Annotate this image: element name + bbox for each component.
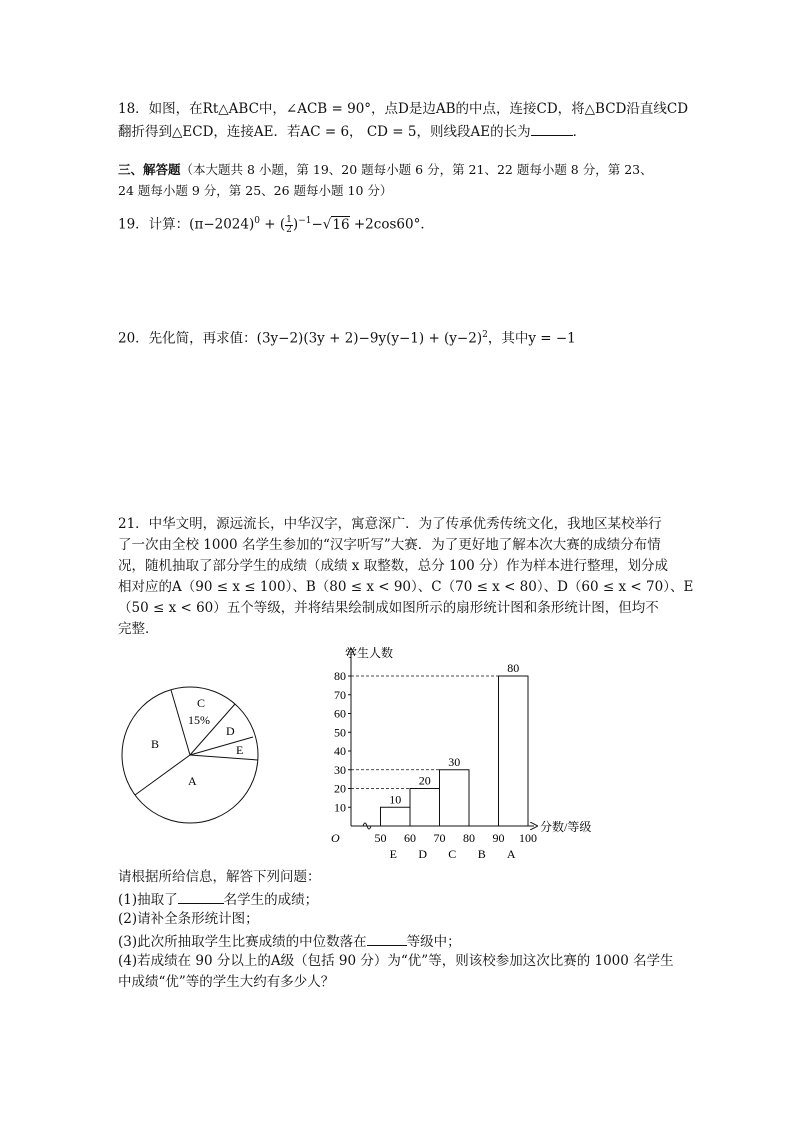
q21-line4: 相对应的A（90 ≤ x ≤ 100）、B（80 ≤ x < 90）、C（70 ≤ x < 80）、D（60 ≤ x < 70）、E <box>118 579 694 595</box>
q19-prefix: 19．计算：(π−2024) <box>118 216 255 233</box>
y-tick-label: 80 <box>334 669 346 683</box>
section3-header-line1 <box>118 161 653 179</box>
bar-E <box>381 807 411 826</box>
pie-label-a: A <box>188 774 197 788</box>
grade-label: C <box>448 847 457 861</box>
q19-close: ) <box>292 216 299 233</box>
x-tick-label: 80 <box>463 831 475 845</box>
q19-frac-den: 2 <box>286 224 292 235</box>
q21-sub1-text: (1)抽取了 <box>118 892 178 908</box>
section3-desc2: 24 题每小题 9 分，第 25、26 题每小题 10 分） <box>118 183 393 198</box>
q18-line1: 18．如图，在Rt△ABC中，∠ACB = 90°，点D是边AB的中点，连接CD，将△BCD沿直线CD <box>118 101 689 117</box>
q18-line2-end: ． <box>572 124 587 140</box>
bar-label-E: 10 <box>389 792 402 807</box>
q20-text: 20．先化简，再求值：(3y−2)(3y + 2)−9y(y−1) + (y−2) <box>118 330 483 347</box>
x-tick-label: 90 <box>492 831 505 845</box>
q20-exp: 2 <box>482 330 488 340</box>
q19-frac-num: 1 <box>286 214 292 225</box>
grade-label: D <box>418 847 428 861</box>
q19-rest: +2cos60°． <box>349 216 434 233</box>
section3-desc1: （本大题共 8 小题，第 19、20 题每小题 6 分，第 21、22 题每小题 8 分，第 23、 <box>180 162 653 177</box>
pie-divider-de <box>190 737 253 755</box>
y-tick-label: 70 <box>334 687 346 702</box>
bar-chart <box>320 640 620 862</box>
q21-sub3-blank[interactable] <box>367 931 407 946</box>
section3-title: 三、解答题 <box>118 162 181 177</box>
bar-label-A: 80 <box>507 661 520 675</box>
q19-exp0: 0 <box>254 216 260 226</box>
bar-C <box>440 770 470 826</box>
q21-line3: 况，随机抽取了部分学生的成绩（成绩 x 取整数，总分 100 分）作为样本进行整理，划分成 <box>118 558 669 574</box>
x-tick-label: 70 <box>433 831 446 845</box>
q20-tail: ，其中y = −1 <box>487 330 576 347</box>
q21-line1: 21．中华文明，源远流长，中华汉字，寓意深广．为了传承优秀传统文化，我地区某校举行 <box>118 516 662 532</box>
q19-line <box>118 212 434 235</box>
x-axis-label: 分数/等级 <box>540 820 592 834</box>
q21-sub1 <box>118 889 318 909</box>
q21-sub1-blank[interactable] <box>178 889 224 904</box>
q21-prompt: 请根据所给信息，解答下列问题： <box>118 869 321 885</box>
x-tick-label: 50 <box>374 831 387 845</box>
q21-line5: （50 ≤ x < 60）五个等级，并将结果绘制成如图所示的扇形统计图和条形统计图，但均不 <box>118 600 659 616</box>
q18-line2 <box>118 121 586 141</box>
bar-label-D: 20 <box>418 773 431 788</box>
x-tick-label: 100 <box>519 831 537 845</box>
bar-A <box>499 676 529 826</box>
q20-line <box>118 326 576 348</box>
y-axis-label: 学生人数 <box>345 646 394 660</box>
q21-line6: 完整． <box>118 621 159 637</box>
grade-label: A <box>506 847 516 861</box>
y-tick-label: 40 <box>334 744 346 758</box>
q21-sub4-line2: 中成绩“优”等的学生大约有多少人？ <box>118 974 335 990</box>
y-tick-label: 30 <box>334 762 346 777</box>
pie-divider-ab <box>135 755 190 795</box>
q19-minus-sqrt: −√ <box>311 216 332 233</box>
pie-label-c-percent: 15% <box>188 713 210 727</box>
pie-label-e: E <box>236 743 244 757</box>
q21-sub3 <box>118 931 461 951</box>
q21-sub3-end: 等级中； <box>406 934 461 950</box>
pie-chart <box>115 680 265 830</box>
bar-D <box>410 789 440 827</box>
q19-radicand: 16 <box>332 216 350 233</box>
q21-sub2: (2)请补全条形统计图； <box>118 911 259 927</box>
q21-line2: 了一次由全校 1000 名学生参加的“汉字听写”大赛．为了更好地了解本次大赛的成绩分布情 <box>118 537 661 553</box>
pie-divider-ea <box>190 755 258 760</box>
x-tick-label: 60 <box>404 831 416 845</box>
y-tick-label: 60 <box>334 706 346 721</box>
q19-exp1: −1 <box>298 216 312 226</box>
y-tick-label: 10 <box>334 800 346 815</box>
q18-line2-text: 翻折得到△ECD，连接AE．若AC = 6， CD = 5，则线段AE的长为 <box>118 124 531 140</box>
y-tick-label: 20 <box>334 781 346 796</box>
origin-label: O <box>331 831 340 845</box>
pie-label-c: C <box>197 696 206 710</box>
q19-fraction <box>285 216 293 235</box>
pie-label-d: D <box>226 724 235 738</box>
q18-answer-blank[interactable] <box>531 121 573 136</box>
y-tick-label: 50 <box>334 725 346 740</box>
q21-sub1-end: 名学生的成绩； <box>223 892 319 908</box>
q21-sub4-line1: (4)若成绩在 90 分以上的A级（包括 90 分）为“优”等，则该校参加这次比赛的 1000 名学生 <box>118 953 674 969</box>
q19-plus: + ( <box>260 216 286 233</box>
bar-label-C: 30 <box>448 754 461 769</box>
grade-label: E <box>389 847 397 861</box>
pie-label-b: B <box>151 737 160 751</box>
grade-label: B <box>477 847 486 861</box>
q21-sub3-text: (3)此次所抽取学生比赛成绩的中位数落在 <box>118 934 367 950</box>
